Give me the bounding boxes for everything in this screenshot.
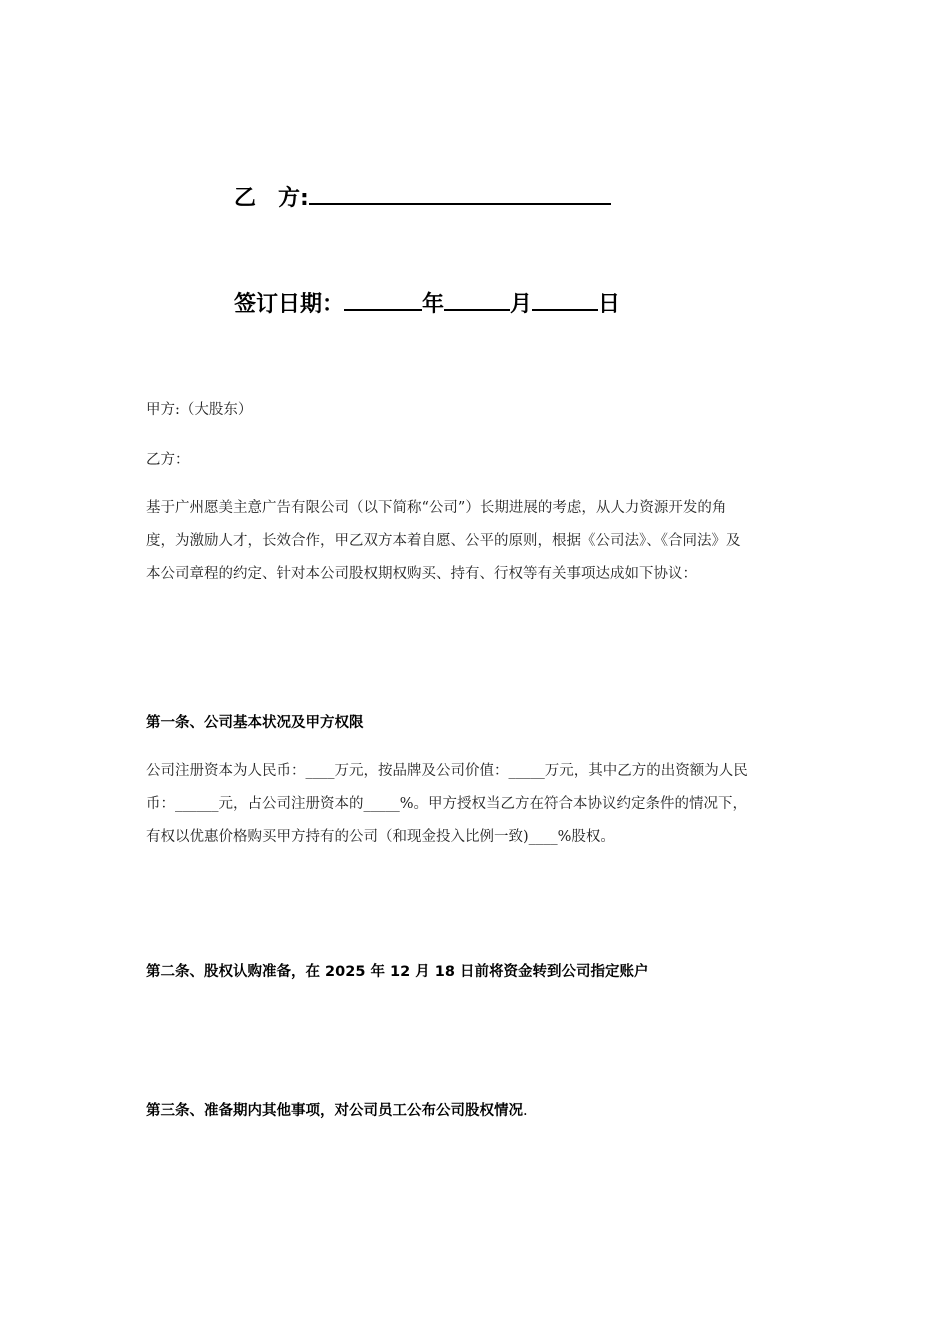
month-char: 月 — [510, 292, 533, 317]
party-b-signature-blank — [309, 181, 611, 205]
intro-line: 度，为激励人才，长效合作，甲乙双方本着自愿、公平的原则，根据《公司法》、《合同法》及 — [146, 533, 741, 549]
signing-date-line — [234, 287, 620, 318]
intro-line: 基于广州愿美主意广告有限公司（以下简称“公司”）长期进展的考虑，从人力资源开发的角 — [146, 500, 727, 516]
article-1-line: 币：______元，占公司注册资本的_____%。甲方授权当乙方在符合本协议约定条件的情况下， — [146, 796, 748, 812]
article-3-title: 第三条、准备期内其他事项，对公司员工公布公司股权情况 — [146, 1103, 523, 1119]
article-1-paragraph — [146, 755, 816, 854]
year-blank — [344, 287, 422, 311]
party-b-signature-line — [234, 181, 611, 212]
intro-line: 本公司章程的约定、针对本公司股权期权购买、持有、行权等有关事项达成如下协议： — [146, 566, 697, 582]
article-2-title: 第二条、股权认购准备，在 2025 年 12 月 18 日前将资金转到公司指定账户 — [146, 964, 649, 980]
party-b-signature-label: 乙 方: — [234, 186, 309, 211]
article-3-title-line — [146, 1099, 528, 1120]
party-b-line: 乙方： — [146, 452, 190, 468]
intro-paragraph — [146, 492, 816, 591]
day-blank — [532, 287, 598, 311]
day-char: 日 — [598, 292, 621, 317]
article-1-line: 公司注册资本为人民币：____万元，按品牌及公司价值：_____万元，其中乙方的出资额为人民 — [146, 763, 748, 779]
article-1-title: 第一条、公司基本状况及甲方权限 — [146, 715, 364, 731]
party-a-line: 甲方:（大股东） — [146, 402, 253, 418]
year-char: 年 — [422, 292, 445, 317]
article-3-period: . — [523, 1103, 528, 1119]
month-blank — [444, 287, 510, 311]
signing-date-label: 签订日期： — [234, 292, 345, 317]
article-1-line: 有权以优惠价格购买甲方持有的公司（和现金投入比例一致)____%股权。 — [146, 829, 615, 845]
